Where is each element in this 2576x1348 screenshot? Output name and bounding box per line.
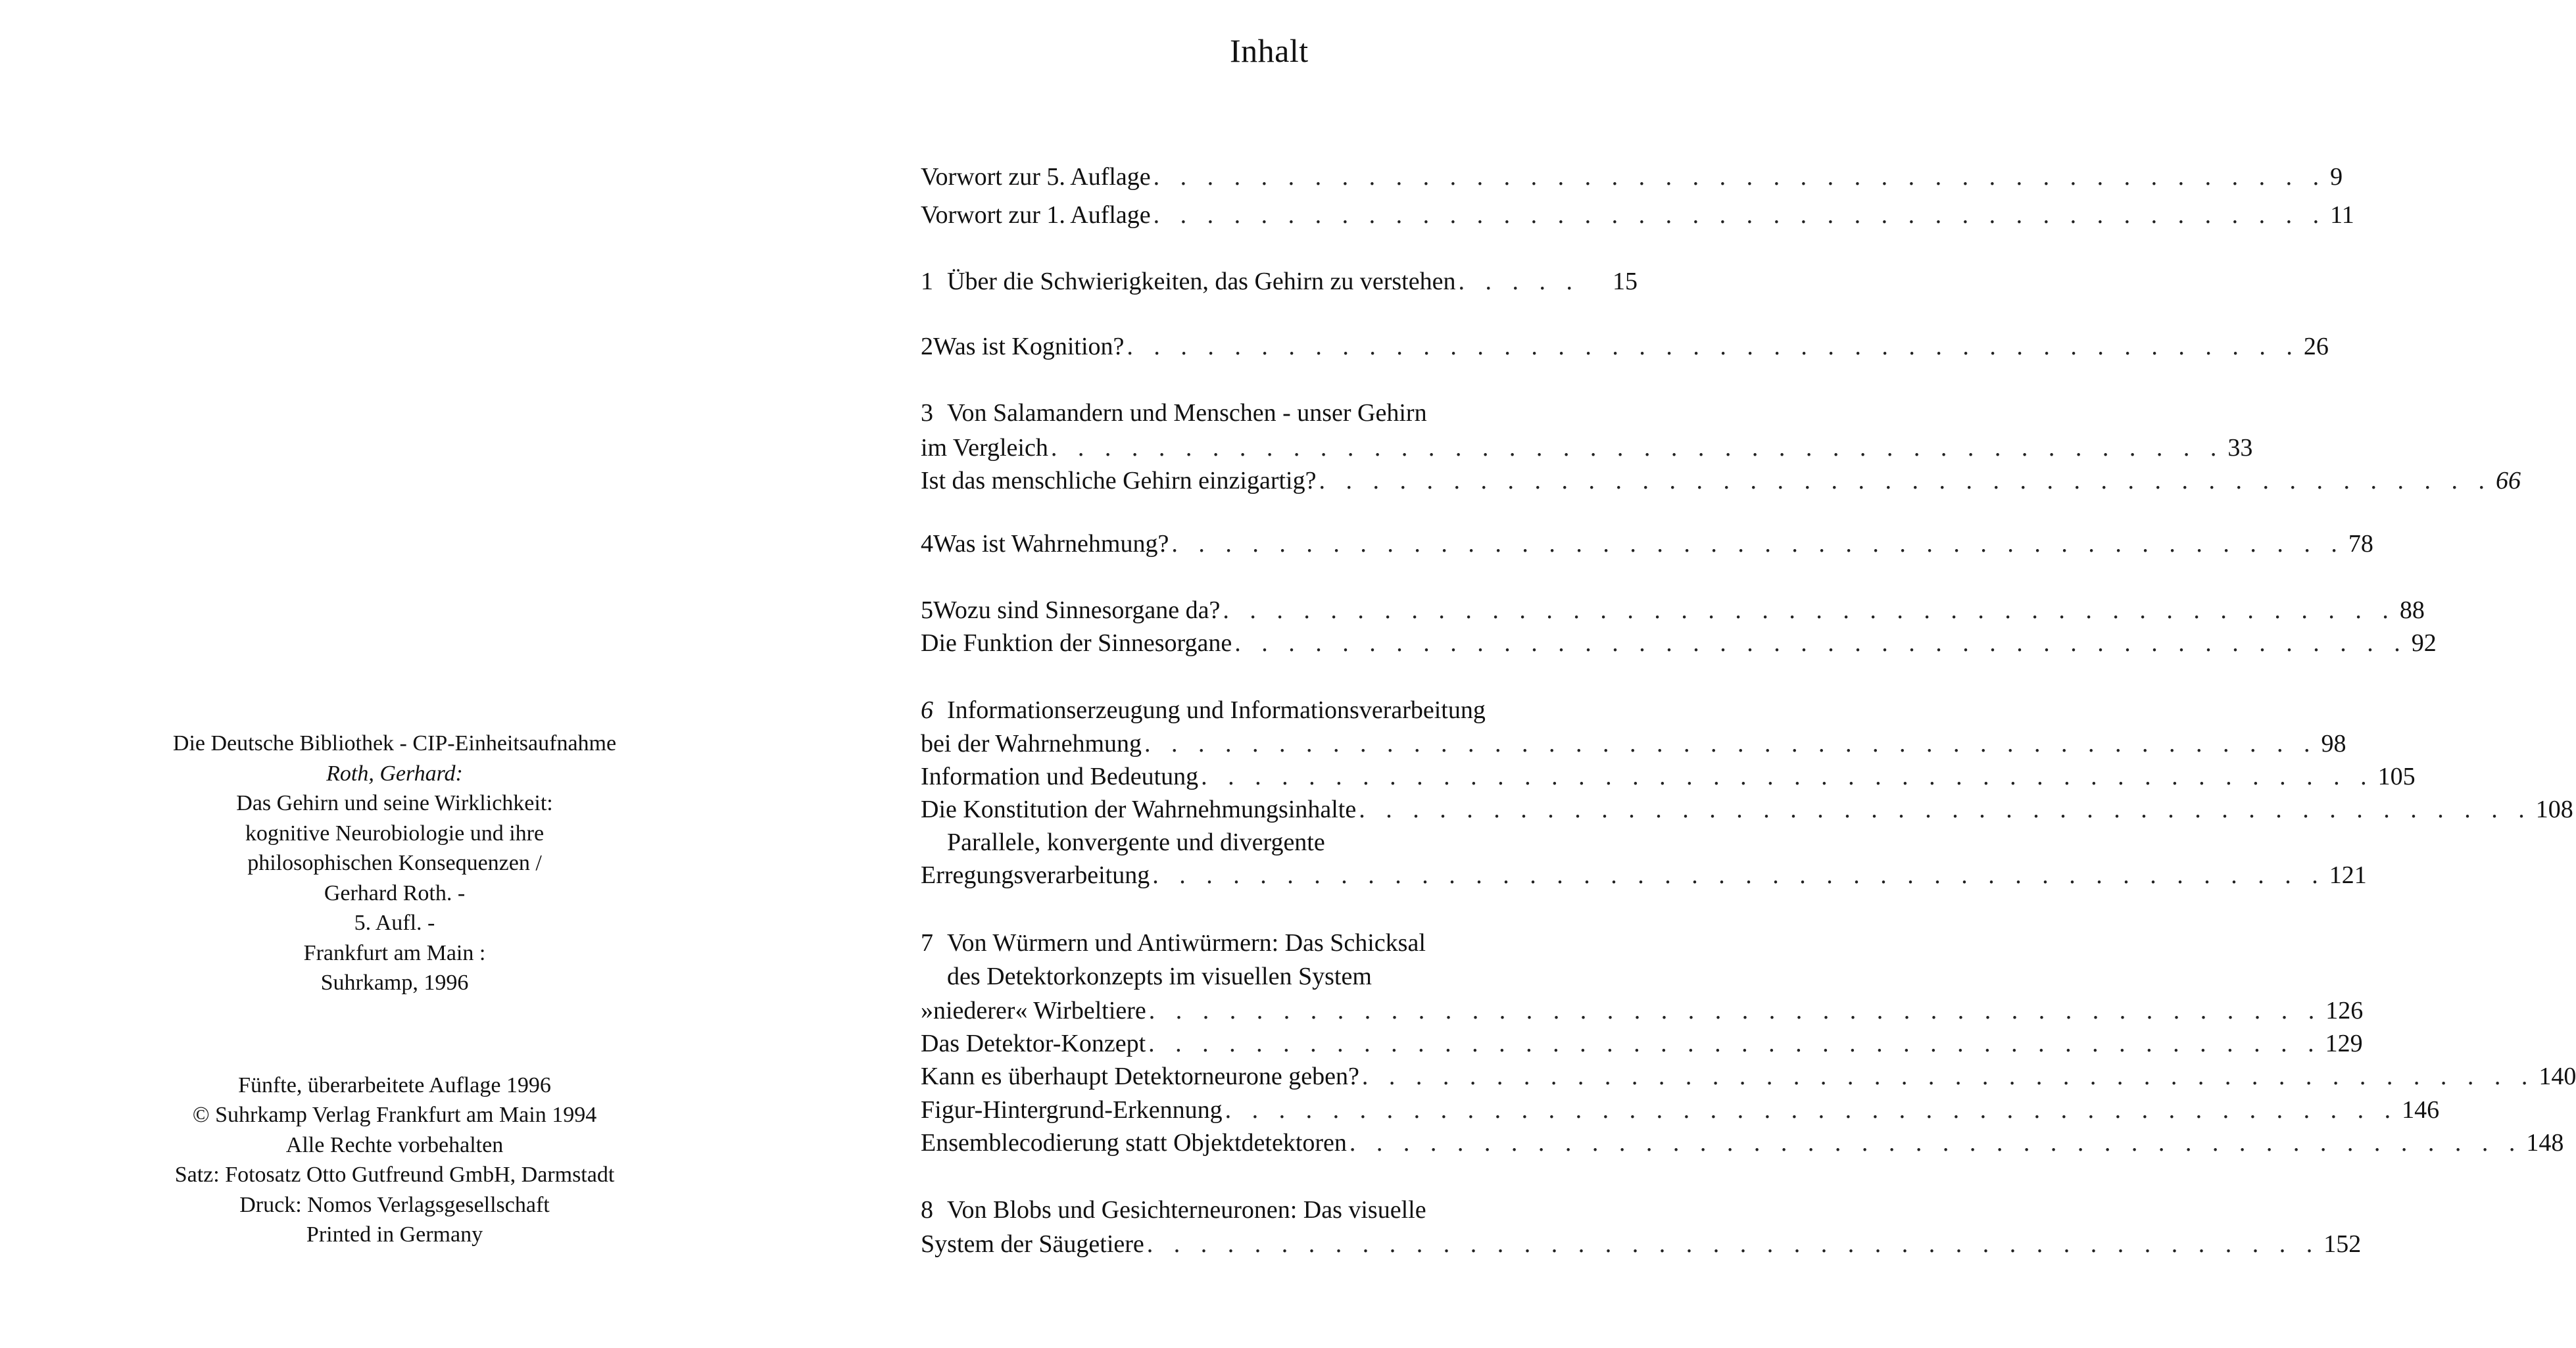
dot-leader: . . . . . . . . . . . . . . . . . . . . . . . . . . . . . . . . . . . . . . . . . . . . — [1152, 861, 2325, 889]
toc-entry-page: 126 — [2325, 997, 2364, 1024]
toc-entry-text: Erregungsverarbeitung — [921, 861, 1150, 889]
toc-entry-number: 1 — [921, 268, 933, 295]
dot-leader: . . . . . . . . . . . . . . . . . . . . . . . . . . . . . . . . . . . . . . . . . . . . — [1223, 596, 2396, 624]
toc-entry — [921, 1193, 1638, 1226]
toc-entry-text: bei der Wahrnehmung — [921, 730, 1142, 758]
toc-entry — [921, 330, 2329, 363]
toc-entry-page: 152 — [2323, 1230, 2362, 1258]
dot-leader: . . . . . . . . . . . . . . . . . . . . . . . . . . . . . . . . . . . . . . . . . . . . — [1127, 333, 2300, 360]
toc-entry-page: 11 — [2330, 201, 2354, 229]
toc-entry-page: 78 — [2348, 530, 2373, 558]
cip-edition: 5. Aufl. - — [354, 911, 435, 935]
dot-leader: . . . . . . . . . . . . . . . . . . . . . . . . . . . . . . . . . . . . . . . . . . . . — [1148, 997, 2322, 1024]
toc-entry-number: 6 — [921, 696, 933, 724]
toc-entry-text: Von Salamandern und Menschen - unser Gehirn — [947, 399, 1427, 427]
imprint-block — [118, 729, 671, 1250]
toc-entry-number: 3 — [921, 399, 933, 427]
toc-entry-number: 4 — [921, 530, 933, 558]
dot-leader: . . . . . — [1458, 268, 1580, 295]
toc-entry-page: 129 — [2325, 1030, 2363, 1057]
toc-entry — [921, 859, 2367, 892]
toc-entry — [921, 464, 2521, 497]
toc-entry — [921, 1228, 2362, 1261]
cip-publisher: Suhrkamp, 1996 — [320, 971, 469, 995]
toc-entry-text: Parallele, konvergente und divergente — [947, 829, 1325, 856]
toc-entry — [921, 793, 2573, 826]
toc-entry — [921, 594, 2425, 627]
toc-entry-text: Von Würmern und Antiwürmern: Das Schicksal — [947, 929, 1426, 957]
toc-entry — [921, 265, 1638, 298]
dot-leader: . . . . . . . . . . . . . . . . . . . . . . . . . . . . . . . . . . . . . . . . . . . . — [1171, 530, 2345, 558]
dot-leader: . . . . . . . . . . . . . . . . . . . . . . . . . . . . . . . . . . . . . . . . . . . . — [1146, 1230, 2320, 1258]
toc-entry-text: Von Blobs und Gesichterneuronen: Das visuelle — [947, 1196, 1426, 1224]
toc-entry-page: 108 — [2535, 796, 2573, 823]
toc-entry-page: 148 — [2526, 1129, 2564, 1157]
toc-entry-text: Die Konstitution der Wahrnehmungsinhalte — [921, 796, 1357, 823]
copyright-line: © Suhrkamp Verlag Frankfurt am Main 1994 — [192, 1103, 597, 1127]
toc-entry-text: Was ist Kognition? — [933, 333, 1125, 360]
cip-header: Die Deutsche Bibliothek - CIP-Einheitsaufnahme — [172, 731, 617, 756]
dot-leader: . . . . . . . . . . . . . . . . . . . . . . . . . . . . . . . . . . . . . . . . . . . . — [1148, 1030, 2321, 1057]
cip-author: Roth, Gerhard: — [326, 761, 463, 786]
toc-entry-number: 8 — [921, 1196, 933, 1224]
toc-entry-page: 33 — [2227, 434, 2253, 462]
toc-entry — [921, 1027, 2363, 1060]
toc-entry — [921, 994, 2364, 1027]
toc-entry-page: 15 — [1613, 268, 1638, 295]
toc-entry-page: 98 — [2321, 730, 2346, 758]
toc-entry-text: Vorwort zur 1. Auflage — [921, 201, 1151, 229]
toc-entry-page: 92 — [2411, 629, 2437, 657]
dot-leader: . . . . . . . . . . . . . . . . . . . . . . . . . . . . . . . . . . . . . . . . . . . . — [1319, 467, 2492, 494]
cip-place: Frankfurt am Main : — [303, 940, 486, 965]
dot-leader: . . . . . . . . . . . . . . . . . . . . . . . . . . . . . . . . . . . . . . . . . . . . — [1201, 763, 2374, 790]
toc-entry-text: Information und Bedeutung — [921, 763, 1199, 790]
toc-entry-page: 121 — [2329, 861, 2367, 889]
toc-entry — [921, 199, 2354, 231]
toc-entry — [921, 727, 2346, 760]
toc-entry — [921, 826, 1638, 859]
toc-entry — [921, 1126, 2564, 1159]
toc-entry-text: Wozu sind Sinnesorgane da? — [933, 596, 1221, 624]
toc-entry — [921, 1060, 2576, 1093]
dot-leader: . . . . . . . . . . . . . . . . . . . . . . . . . . . . . . . . . . . . . . . . . . . . — [1359, 796, 2532, 823]
cip-title-line: Das Gehirn und seine Wirklichkeit: — [236, 791, 553, 815]
toc-entry-text: Über die Schwierigkeiten, das Gehirn zu verstehen — [947, 268, 1456, 295]
toc-entry-text: Figur-Hintergrund-Erkennung — [921, 1096, 1223, 1124]
toc-entry-number: 5 — [921, 596, 933, 624]
toc-entry — [921, 527, 2373, 560]
toc-entry-text: Ensemblecodierung statt Objektdetektoren — [921, 1129, 1347, 1157]
toc-entry-text: Informationserzeugung und Informationsverarbeitung — [947, 696, 1486, 724]
cip-title-line: kognitive Neurobiologie und ihre — [245, 821, 545, 846]
toc-entry — [921, 960, 1638, 993]
dot-leader: . . . . . . . . . . . . . . . . . . . . . . . . . . . . . . . . . . . . . . . . . . . . — [1225, 1096, 2398, 1124]
toc-entry-text: Kann es überhaupt Detektorneurone geben? — [921, 1063, 1359, 1090]
printed-in-line: Printed in Germany — [306, 1222, 483, 1247]
toc-entry-text: im Vergleich — [921, 434, 1048, 462]
toc-entry-page: 88 — [2399, 596, 2425, 624]
edition-note: Fünfte, überarbeitete Auflage 1996 — [238, 1072, 551, 1097]
cip-title-line: philosophischen Konsequenzen / — [247, 851, 542, 875]
toc-entry — [921, 1094, 2440, 1126]
toc-entry-text: Ist das menschliche Gehirn einzigartig? — [921, 467, 1317, 494]
toc-entry-text: Vorwort zur 5. Auflage — [921, 163, 1151, 191]
toc-entry-page: 140 — [2539, 1063, 2576, 1090]
toc-entry-number: 7 — [921, 929, 933, 957]
dot-leader: . . . . . . . . . . . . . . . . . . . . . . . . . . . . . . . . . . . . . . . . . . . . — [1153, 163, 2327, 191]
toc-entry-text: Das Detektor-Konzept — [921, 1030, 1146, 1057]
toc-entry-text: Was ist Wahrnehmung? — [933, 530, 1169, 558]
toc-entry — [921, 627, 2437, 660]
toc-entry-page: 9 — [2330, 163, 2343, 191]
dot-leader: . . . . . . . . . . . . . . . . . . . . . . . . . . . . . . . . . . . . . . . . . . . . — [1153, 201, 2327, 229]
rights-line: Alle Rechte vorbehalten — [285, 1132, 504, 1157]
typesetting-line: Satz: Fotosatz Otto Gutfreund GmbH, Darmstadt — [174, 1163, 615, 1187]
printing-line: Druck: Nomos Verlagsgesellschaft — [239, 1192, 550, 1217]
toc-entry-text: »niederer« Wirbeltiere — [921, 997, 1146, 1024]
dot-leader: . . . . . . . . . . . . . . . . . . . . . . . . . . . . . . . . . . . . . . . . . . . . — [1361, 1063, 2535, 1090]
dot-leader: . . . . . . . . . . . . . . . . . . . . . . . . . . . . . . . . . . . . . . . . . . . . — [1234, 629, 2408, 657]
toc-entry — [921, 694, 1638, 727]
toc-entry-text: Die Funktion der Sinnesorgane — [921, 629, 1232, 657]
dot-leader: . . . . . . . . . . . . . . . . . . . . . . . . . . . . . . . . . . . . . . . . . . . . — [1144, 730, 2318, 758]
dot-leader: . . . . . . . . . . . . . . . . . . . . . . . . . . . . . . . . . . . . . . . . . . . . — [1050, 434, 2224, 462]
toc-entry-text: des Detektorkonzepts im visuellen System — [947, 963, 1372, 990]
toc-entry-page: 66 — [2495, 467, 2521, 494]
toc-entry-text: System der Säugetiere — [921, 1230, 1144, 1258]
toc-entry-number: 2 — [921, 333, 933, 360]
dot-leader: . . . . . . . . . . . . . . . . . . . . . . . . . . . . . . . . . . . . . . . . . . . . — [1349, 1129, 2523, 1157]
toc-title: Inhalt — [1230, 32, 1309, 69]
toc-entry-page: 26 — [2303, 333, 2329, 360]
toc-entry — [921, 397, 1638, 429]
toc-entry — [921, 160, 2343, 193]
toc-entry-page: 105 — [2377, 763, 2416, 790]
toc-entry-page: 146 — [2402, 1096, 2440, 1124]
table-of-contents — [921, 0, 2576, 1348]
toc-entry — [921, 760, 2416, 793]
toc-entry — [921, 927, 1638, 959]
toc-entry — [921, 431, 2253, 464]
cip-author-line: Gerhard Roth. - — [324, 880, 466, 905]
imprint-spacer — [118, 998, 671, 1071]
